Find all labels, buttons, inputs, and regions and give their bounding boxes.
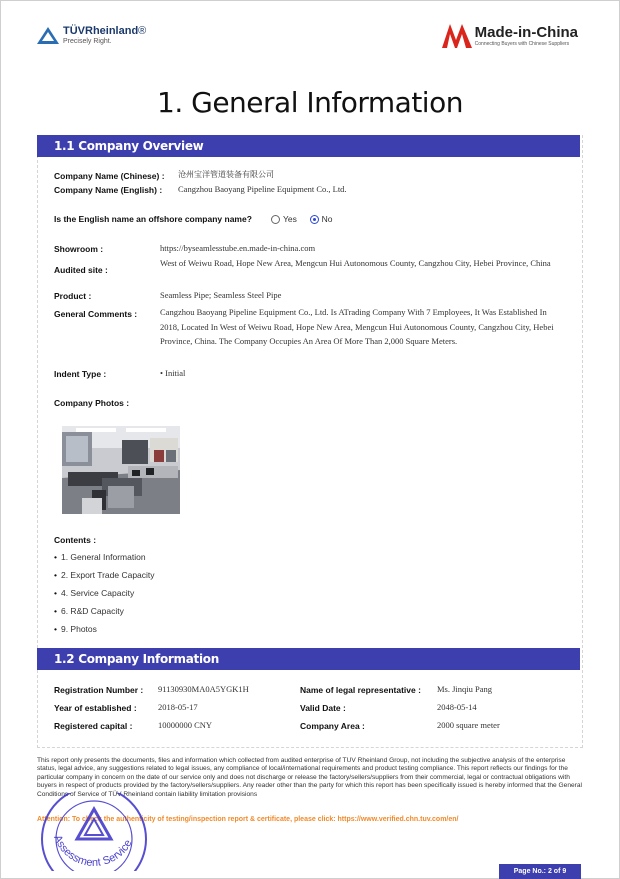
- offshore-yes-label: Yes: [283, 214, 297, 224]
- tuv-registered-mark: ®: [138, 25, 147, 37]
- registration-number-value: 91130930MA0A5YGK1H: [158, 684, 249, 694]
- audited-site-label: Audited site :: [54, 265, 108, 275]
- valid-date-label: Valid Date :: [300, 703, 346, 713]
- tuv-logo: [37, 25, 146, 46]
- assessment-service-stamp: [39, 793, 157, 871]
- contents-item[interactable]: • 6. R&D Capacity: [54, 605, 155, 623]
- offshore-yes-radio[interactable]: [271, 215, 280, 224]
- contents-label: Contents :: [54, 535, 97, 545]
- tuv-name: TÜVRheinland: [63, 25, 139, 37]
- showroom-label: Showroom :: [54, 244, 104, 254]
- year-established-value: 2018-05-17: [158, 702, 198, 712]
- tuv-tagline: Precisely Right.: [63, 38, 112, 45]
- valid-date-value: 2048-05-14: [437, 702, 477, 712]
- registered-capital-label: Registered capital :: [54, 721, 133, 731]
- company-photos-label: Company Photos :: [54, 398, 130, 408]
- product-value: Seamless Pipe; Seamless Steel Pipe: [160, 290, 282, 300]
- page-number: Page No.: 2 of 9: [499, 864, 581, 879]
- year-established-label: Year of established :: [54, 703, 137, 713]
- company-area-value: 2000 square meter: [437, 720, 500, 730]
- contents-item[interactable]: • 9. Photos: [54, 623, 155, 641]
- indent-type-label: Indent Type :: [54, 369, 107, 379]
- product-label: Product :: [54, 291, 92, 301]
- offshore-no-label: No: [321, 214, 333, 224]
- attention-link-text[interactable]: Attention: To check the authenticity of testing/inspection report & certificate, please click: https://www.verified.chn.tuv.com/en/: [37, 816, 459, 823]
- audited-site-value: West of Weiwu Road, Hope New Area, Mengcun Hui Autonomous County, Cangzhou City, Hebei Province, China: [160, 258, 551, 268]
- contents-list: [54, 551, 155, 641]
- showroom-link[interactable]: https://byseamlesstube.en.made-in-china.com: [160, 243, 316, 253]
- offshore-question-label: Is the English name an offshore company name?: [54, 214, 252, 224]
- tuv-triangle-icon: [37, 27, 59, 44]
- mic-m-icon: [442, 22, 472, 48]
- section-heading-company-info: 1.2 Company Information: [37, 648, 580, 670]
- section-heading-overview: 1.1 Company Overview: [37, 135, 580, 157]
- contents-item[interactable]: • 2. Export Trade Capacity: [54, 569, 155, 587]
- contents-item[interactable]: • 4. Service Capacity: [54, 587, 155, 605]
- indent-type-value: • Initial: [160, 368, 186, 378]
- company-area-label: Company Area :: [300, 721, 365, 731]
- contents-item[interactable]: • 1. General Information: [54, 551, 155, 569]
- legal-representative-value: Ms. Jinqiu Pang: [437, 684, 493, 694]
- general-comments-label: General Comments :: [54, 309, 138, 319]
- offshore-radio-group: [271, 212, 333, 227]
- mic-tagline: Connecting Buyers with Chinese Suppliers: [474, 40, 570, 47]
- page-title: 1. General Information: [157, 86, 463, 119]
- company-name-cn-value: 沧州宝洋管道装备有限公司: [178, 170, 274, 179]
- company-office-photo: [62, 426, 180, 514]
- stamp-text: Assessment Service: [51, 833, 135, 869]
- registration-number-label: Registration Number :: [54, 685, 144, 695]
- made-in-china-logo: [442, 22, 578, 48]
- company-name-en-label: Company Name (English) :: [54, 185, 163, 195]
- mic-name: Made-in-China: [474, 23, 578, 41]
- offshore-no-radio[interactable]: [310, 215, 319, 224]
- legal-representative-label: Name of legal representative :: [300, 685, 421, 695]
- disclaimer-text: This report only presents the documents, files and information which collected from audited enterprise of TUV Rheinland Group, not including the subjective analysis of the enterprise status, legal advice, any suggestions related to legal issues, any compliance of local/international requirements and product testing compliance. This report reflects our findings for the particular company in concern on the date of our service only and does not discharge or release the factory/sellers/suppliers from their commercial, legal or contractual obligations with buyers in respect of products provided by the factory/sellers/suppliers. Any reader other than the party for which this report has been specifically issued is hereby informed that the General Conditions of Service of TÜV Rheinland contain liability limitation provisions: [37, 757, 583, 798]
- general-comments-value: Cangzhou Baoyang Pipeline Equipment Co., Ltd. Is ATrading Company With 7 Employees, It Was Established In 2018, Located In West of Weiwu Road, Hope New Area, Mengcun Hui Autonomous County, Cangzhou City, Hebei Province, China. The Company Occupies An Area Of More Than 2,000 Square Meters.: [160, 307, 554, 346]
- company-name-cn-label: Company Name (Chinese) :: [54, 171, 165, 181]
- registered-capital-value: 10000000 CNY: [158, 720, 213, 730]
- indent-type-text: Initial: [165, 368, 186, 378]
- company-name-en-value: Cangzhou Baoyang Pipeline Equipment Co., Ltd.: [178, 184, 347, 194]
